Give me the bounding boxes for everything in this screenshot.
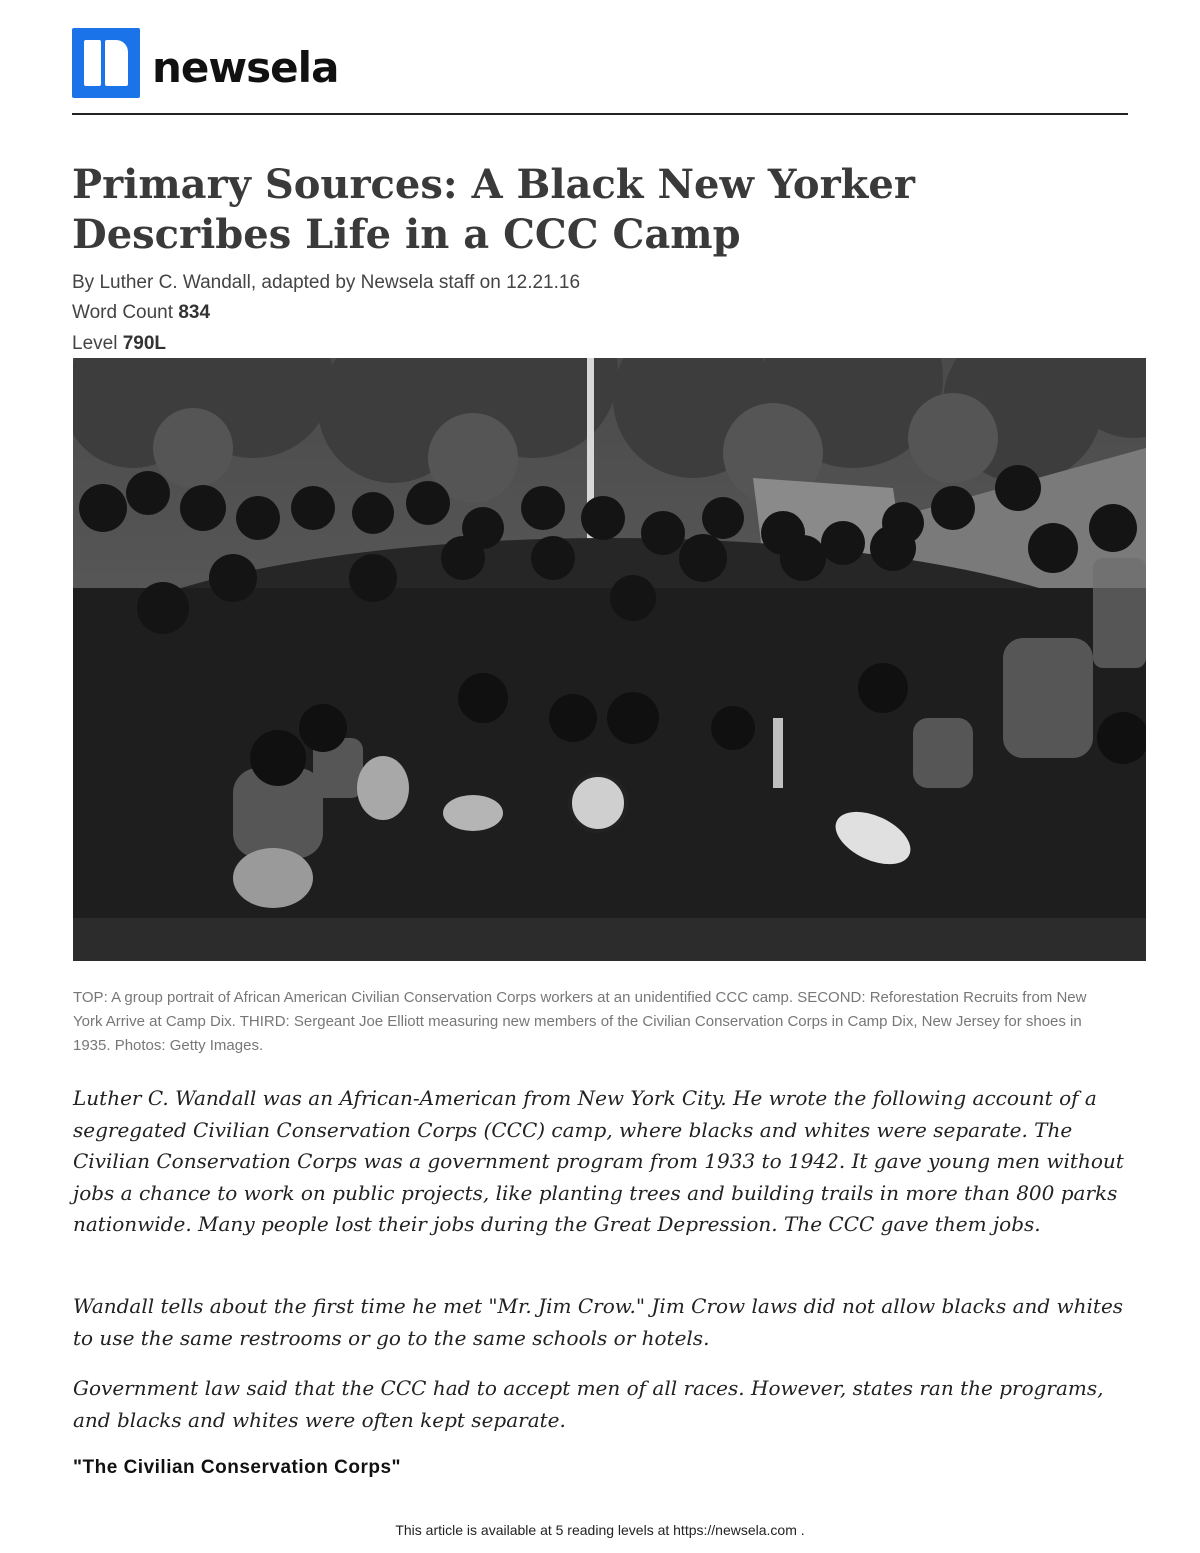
reading-level: Level 790L — [72, 333, 167, 354]
intro-paragraph-1: Luther C. Wandall was an African-American from New York City. He wrote the following account of a segregated Civilian Conservation Corps (CCC) camp, where blacks and whites were separate. The Civilian Conservation Corps was a government program from 1933 to 1942. It gave young men without jobs a chance to work on public projects, like planting trees and building trails in more than 800 parks nationwide. Many people lost their jobs during the Great Depression. The CCC gave them jobs. — [73, 1086, 1124, 1236]
word-count: Word Count 834 — [72, 302, 211, 323]
intro-paragraph-2: Wandall tells about the first time he met "Mr. Jim Crow." Jim Crow laws did not allow blacks and whites to use the same restrooms or go to the same schools or hotels. — [73, 1294, 1124, 1350]
article-photo — [73, 358, 1146, 961]
intro-paragraph-3: Government law said that the CCC had to accept men of all races. However, states ran the programs, and blacks and whites were often kept separate. — [73, 1376, 1104, 1432]
photo-caption: TOP: A group portrait of African American Civilian Conservation Corps workers at an unidentified CCC camp. SECOND: Reforestation Recruits from New York Arrive at Camp Dix. THIRD: Sergeant Joe Elliott measuring new members of the Civilian Conservation Corps in Camp Dix, New Jersey for shoes in 1935. Photos: Getty Images. — [73, 989, 1087, 1054]
byline: By Luther C. Wandall, adapted by Newsela staff on 12.21.16 — [72, 272, 581, 293]
newsela-logo[interactable] — [72, 28, 338, 98]
section-heading: "The Civilian Conservation Corps" — [73, 1457, 402, 1478]
article-title: Primary Sources: A Black New Yorker Describes Life in a CCC Camp — [72, 161, 915, 258]
newsela-wordmark: newsela — [152, 43, 339, 92]
newsela-logo-icon — [72, 28, 140, 98]
header-divider — [72, 113, 1128, 115]
page-footer: This article is available at 5 reading levels at https://newsela.com . — [395, 1522, 805, 1538]
